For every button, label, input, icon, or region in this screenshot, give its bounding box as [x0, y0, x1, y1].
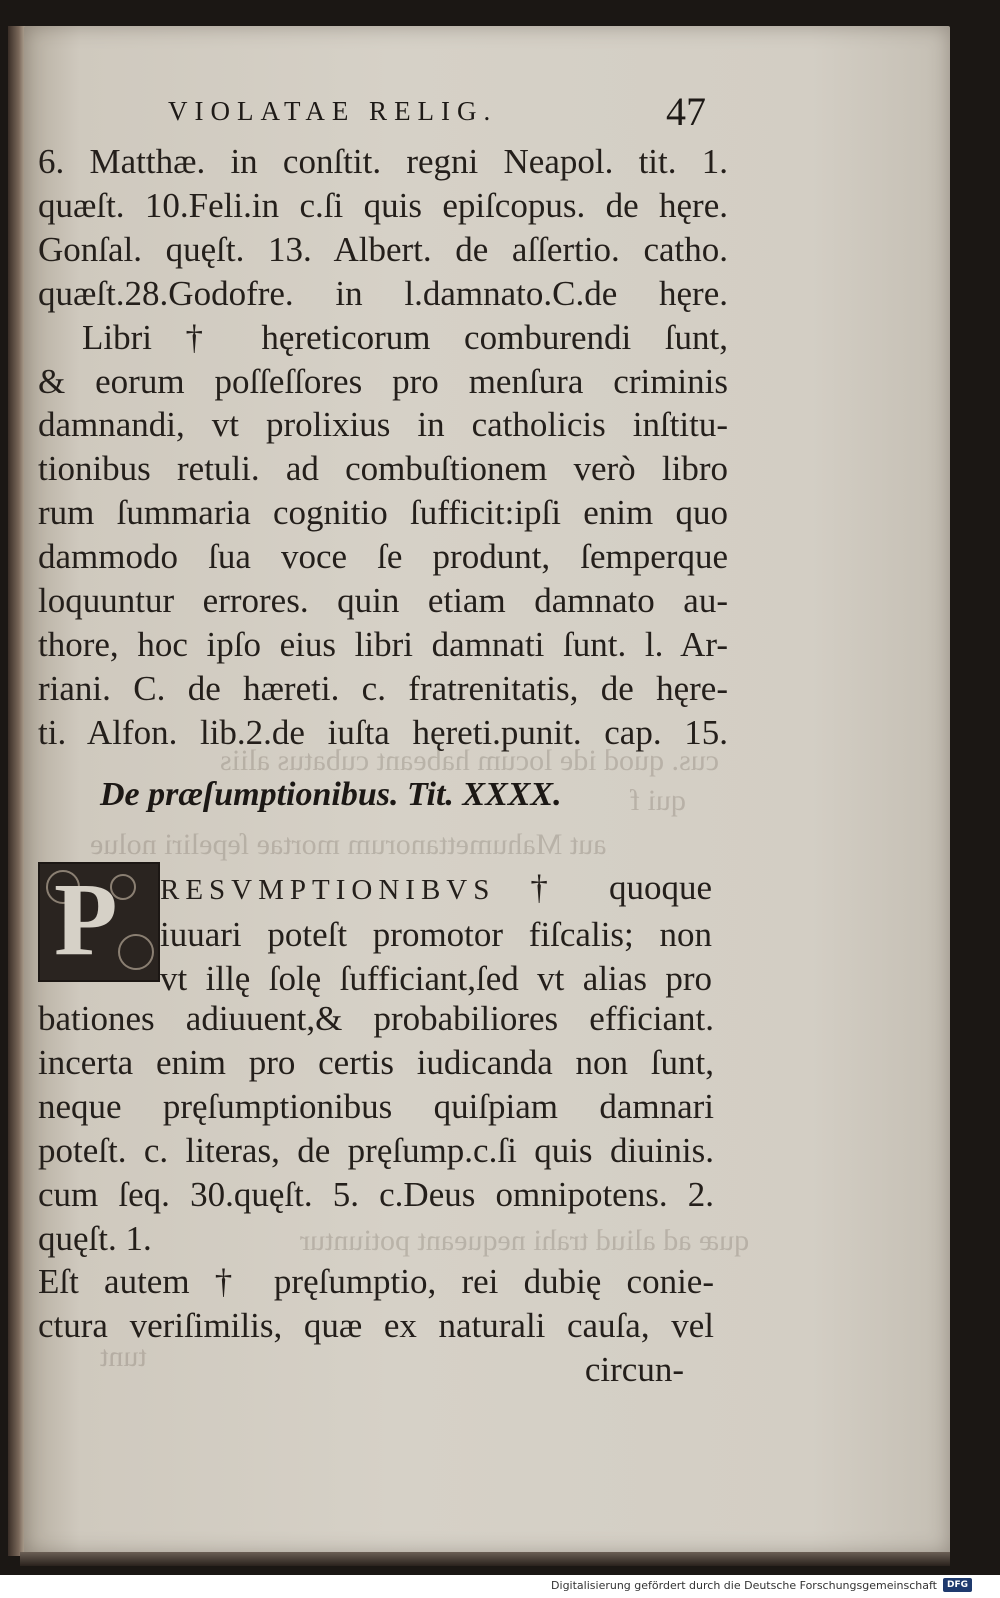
text-line: loquuntur errores. quin etiam damnato au- [38, 581, 728, 621]
text-line: cum ſeq. 30.quęſt. 5. c.Deus omnipotens. 2. [38, 1174, 714, 1214]
initial-letter: P [54, 862, 118, 977]
bleed-through-text: qui f [630, 784, 686, 817]
text-line: Eſt autem † pręſumptio, rei dubię conie- [38, 1262, 714, 1302]
text-line: damnandi, vt prolixius in catholicis inſtitu- [38, 405, 728, 445]
text-fragment: † quoque [495, 868, 712, 907]
ornament-swirl [118, 934, 154, 970]
text-line: iuuari poteſt promotor fiſcalis; non [160, 914, 712, 954]
catchword: circun- [584, 1350, 684, 1390]
text-line: dammodo ſua voce ſe produnt, ſemperque [38, 537, 728, 577]
bleed-through-text: quæ ad aliud trahi nequeant potiuntur [300, 1224, 750, 1257]
text-line: tionibus retuli. ad combuſtionem verò libro [38, 449, 728, 489]
text-line: thore, hoc ipſo eius libri damnati ſunt. l. Ar- [38, 624, 728, 664]
text-block-1 [38, 140, 728, 755]
dfg-logo: DFG [943, 1578, 972, 1592]
decorated-initial [38, 862, 160, 982]
bleed-through-text: tunt [100, 1340, 147, 1373]
bleed-through-text: aut Mahumettanorum mortae ſepeliri nolue [90, 828, 607, 861]
text-line: ctura veriſimilis, quæ ex naturali cauſa, vel [38, 1306, 714, 1346]
text-line: Gonſal. quęſt. 13. Albert. de aſſertio. catho. [38, 229, 728, 269]
text-line: quęſt. 1. [38, 1218, 152, 1258]
text-beside-initial [160, 866, 712, 1001]
footer-text: Digitalisierung gefördert durch die Deutsche Forschungsgemeinschaft [551, 1578, 937, 1592]
text-line: neque pręſumptionibus quiſpiam damnari [38, 1086, 714, 1126]
text-line: bationes adiuuent,& probabiliores efficiant. [38, 999, 714, 1038]
text-line [160, 866, 712, 913]
text-line: quæſt.28.Godofre. in l.damnato.C.de hęre. [38, 273, 728, 313]
text-line: 6. Matthæ. in conſtit. regni Neapol. tit. 1. [38, 142, 728, 181]
page-bottom-edge [20, 1552, 950, 1566]
page-number: 47 [666, 89, 706, 134]
text-line: riani. C. de hæreti. c. fratrenitatis, de hęre- [38, 668, 728, 708]
text-line: quæſt. 10.Feli.in c.ſi quis epiſcopus. de hęre. [38, 185, 728, 225]
text-line: rum ſummaria cognitio ſufficit:ipſi enim quo [38, 493, 728, 533]
text-line: & eorum poſſeſſores pro menſura criminis [38, 361, 728, 401]
text-block-2 [38, 997, 714, 1392]
small-caps-word: RESVMPTIONIBVS [160, 874, 496, 906]
text-line: ti. Alfon. lib.2.de iuſta hęreti.punit. cap. 15. [38, 712, 728, 752]
section-heading: De præſumptionibus. Tit. XXXX. [100, 776, 562, 813]
running-head: VIOLATAE RELIG. [168, 96, 498, 126]
text-line: Libri † hęreticorum comburendi ſunt, [82, 317, 728, 357]
text-line: incerta enim pro certis iudicanda non ſunt, [38, 1042, 714, 1082]
footer-credit [551, 1578, 972, 1592]
text-line: vt illę ſolę ſufficiant,ſed vt alias pro [160, 958, 712, 998]
text-line: poteſt. c. literas, de pręſump.c.ſi quis diuinis. [38, 1130, 714, 1170]
bleed-through-text: cus. quod ide locum habeant cubatus aliis [220, 744, 720, 777]
